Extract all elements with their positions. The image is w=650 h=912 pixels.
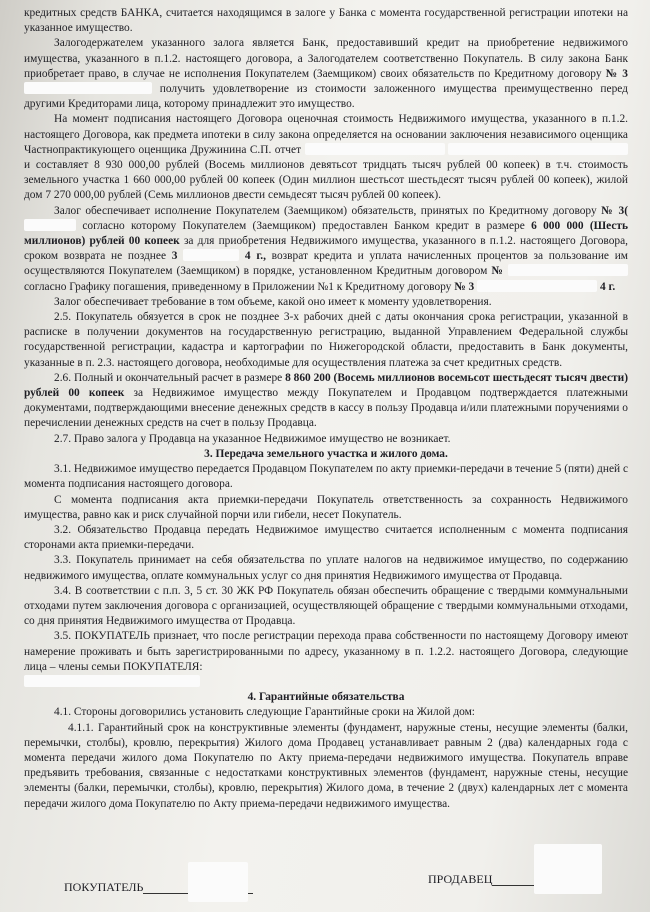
section-3-heading: 3. Передача земельного участка и жилого дома. [204,447,448,460]
contract-text [24,6,628,812]
paragraph-2-7: 2.7. Право залога у Продавца на указанное Недвижимое имущество не возникает. [54,432,451,445]
redaction [183,249,239,261]
redaction [477,280,597,292]
paragraph-4-1: 4.1. Стороны договорились установить следующие Гарантийные сроки на Жилой дом: [54,706,475,719]
buyer-label: ПОКУПАТЕЛЬ [64,880,144,894]
paragraph-3-3: 3.3. Покупатель принимает на себя обязательства по уплате налогов на недвижимое имущество, по содержанию недвижимого имущества, оплате коммунальных услуг со дня принятия Недвижимого имущества от Продавца. [24,554,628,582]
paragraph-3-5: 3.5. ПОКУПАТЕЛЬ признает, что после регистрации перехода права собственности по настоящему Договору имеют намерение проживать и быть зарегистрированными по адресу, указанному в п. 1.2.2. настоящего Договора, следующие лица – члены семьи ПОКУПАТЕЛЯ: [24,630,628,673]
paragraph-3-2: 3.2. Обязательство Продавца передать Недвижимое имущество считается исполненным с момента подписания сторонами акта приемки-передачи. [24,523,628,552]
paragraph-4-1-1: 4.1.1. Гарантийный срок на конструктивные элементы (фундамент, наружные стены, несущие элементы (балки, перемычки, столбы), кровлю, перекрытия) Жилого дома Продавец устанавливает равным 2 (два) календарных года с момента передачи жилого дома Покупателю по Акту приема-передачи недвижимого имущества. Покупатель вправе предъявить требования, связанные с недостатками конструктивных элементов (фундамент, наружные стены, несущие элементы (балки, перемычки, столбы), кровлю, перекрытия) Жилого дома, в течение 2 (двух) календарных лет с момента передачи жилого дома Покупателю по Акту приема-передачи недвижимого имущества. [24,721,628,810]
redaction [188,862,248,902]
redaction [24,219,76,231]
section-4-heading: 4. Гарантийные обязательства [247,691,405,704]
paragraph-pledge-secures: Залог обеспечивает исполнение Покупателем (Заемщиком) обязательств, принятых по Кредитному договору № 3( согласно которому Покупателем (Заемщиком) предоставлен Банком кредит в размере 6 000 000 (Шесть миллионов) рублей 00 копеек за для приобретения Недвижимого имущества, указанного в п.1.2. настоящего Договора, сроком возврата не позднее 3 4 г., возврат кредита и уплата начисленных процентов за пользование им осуществляются Покупателем (Заемщиком) в порядке, установленном Кредитным договором № согласно Графику погашения, приведенному в Приложении №1 к Кредитному договору № 3 4 г. [24,204,629,293]
paragraph-valuation: На момент подписания настоящего Договора оценочная стоимость Недвижимого имущества, указанного в п.1.2. настоящего Договора, как предмета ипотеки в силу закона определяется на основании заключения независимого оценщика Частнопрактикующего оценщика Дружинина С.П. отчет и составляет 8 930 000,00 рублей (Восемь миллионов девятьсот тридцать тысяч рублей 00 копеек) в т.ч. стоимость земельного участка 1 660 000,00 рублей 00 копеек (Один миллион шестьсот шестьдесят тысяч рублей 00 копеек), жилой дом 7 270 000,00 рублей (Семь миллионов двести семьдесят тысяч рублей 00 копеек). [24,113,628,202]
paragraph-family-members [24,675,628,690]
paragraph-pledgee: Залогодержателем указанного залога является Банк, предоставивший кредит на приобретение недвижимого имущества, указанного в п.1.2. настоящего договора, а Залогодателем соответственно Покупатель. В силу закона Банк приобретает право, в случае не исполнения Покупателем (Заемщиком) своих обязательств по Кредитному договору № 3 получить удовлетворение из стоимости заложенного имущества преимущественно перед другими Кредиторами лица, которому принадлежит это имущество. [24,37,628,111]
paragraph-pledge-scope: Залог обеспечивает требование в том объеме, какой оно имеет к моменту удовлетворения. [54,295,492,308]
redaction [508,264,628,276]
paragraph-pledge-intro: кредитных средств БАНКА, считается находящимся в залоге у Банка с момента государственной регистрации ипотеки на указанное имущество. [24,7,628,35]
paragraph-3-1: 3.1. Недвижимое имущество передается Продавцом Покупателем по акту приемки-передачи в течение 5 (пяти) дней с момента подписания настоящего договора. [24,463,629,491]
redaction [534,844,602,894]
redaction [24,82,152,94]
paragraph-3-1-b: С момента подписания акта приемки-передачи Покупатель ответственность за сохранность Недвижимого имущества, равно как и риск случайной порчи или гибели, несет Покупатель. [24,493,628,521]
paragraph-3-4: 3.4. В соответствии с п.п. 3, 5 ст. 30 ЖК РФ Покупатель обязан обеспечить обращение с твердыми коммунальными отходами путем заключения договора с организацией, осуществляющей обращение с твердыми коммунальными отходами, со дня принятия Недвижимого имущества от Продавца. [24,584,628,628]
seller-label: ПРОДАВЕЦ [428,872,493,886]
redaction [448,143,628,155]
paragraph-2-5: 2.5. Покупатель обязуется в срок не позднее 3-х рабочих дней с даты окончания срока регистрации, указанной в расписке в получении документов на государственную регистрацию, выданной Управлением Федеральной службы государственной регистрации, кадастра и картографии по Нижегородской области, предоставить в Банк документы, указанные в п. 2.3. настоящего договора, необходимые для осуществления платежа за счет кредитных средств. [24,311,628,369]
redaction [24,675,200,687]
paragraph-2-6: 2.6. Полный и окончательный расчет в размере 8 860 200 (Восемь миллионов восемьсот шестьдесят тысяч двести) рублей 00 копеек за Недвижимое имущество между Покупателем и Продавцом подтверждается платежными документами, подтверждающими внесение денежных средств в кассу в пользу Продавца и/или платежными поручениями о перечислении денежных средств на счет в пользу Продавца. [24,371,628,430]
redaction [305,143,445,155]
